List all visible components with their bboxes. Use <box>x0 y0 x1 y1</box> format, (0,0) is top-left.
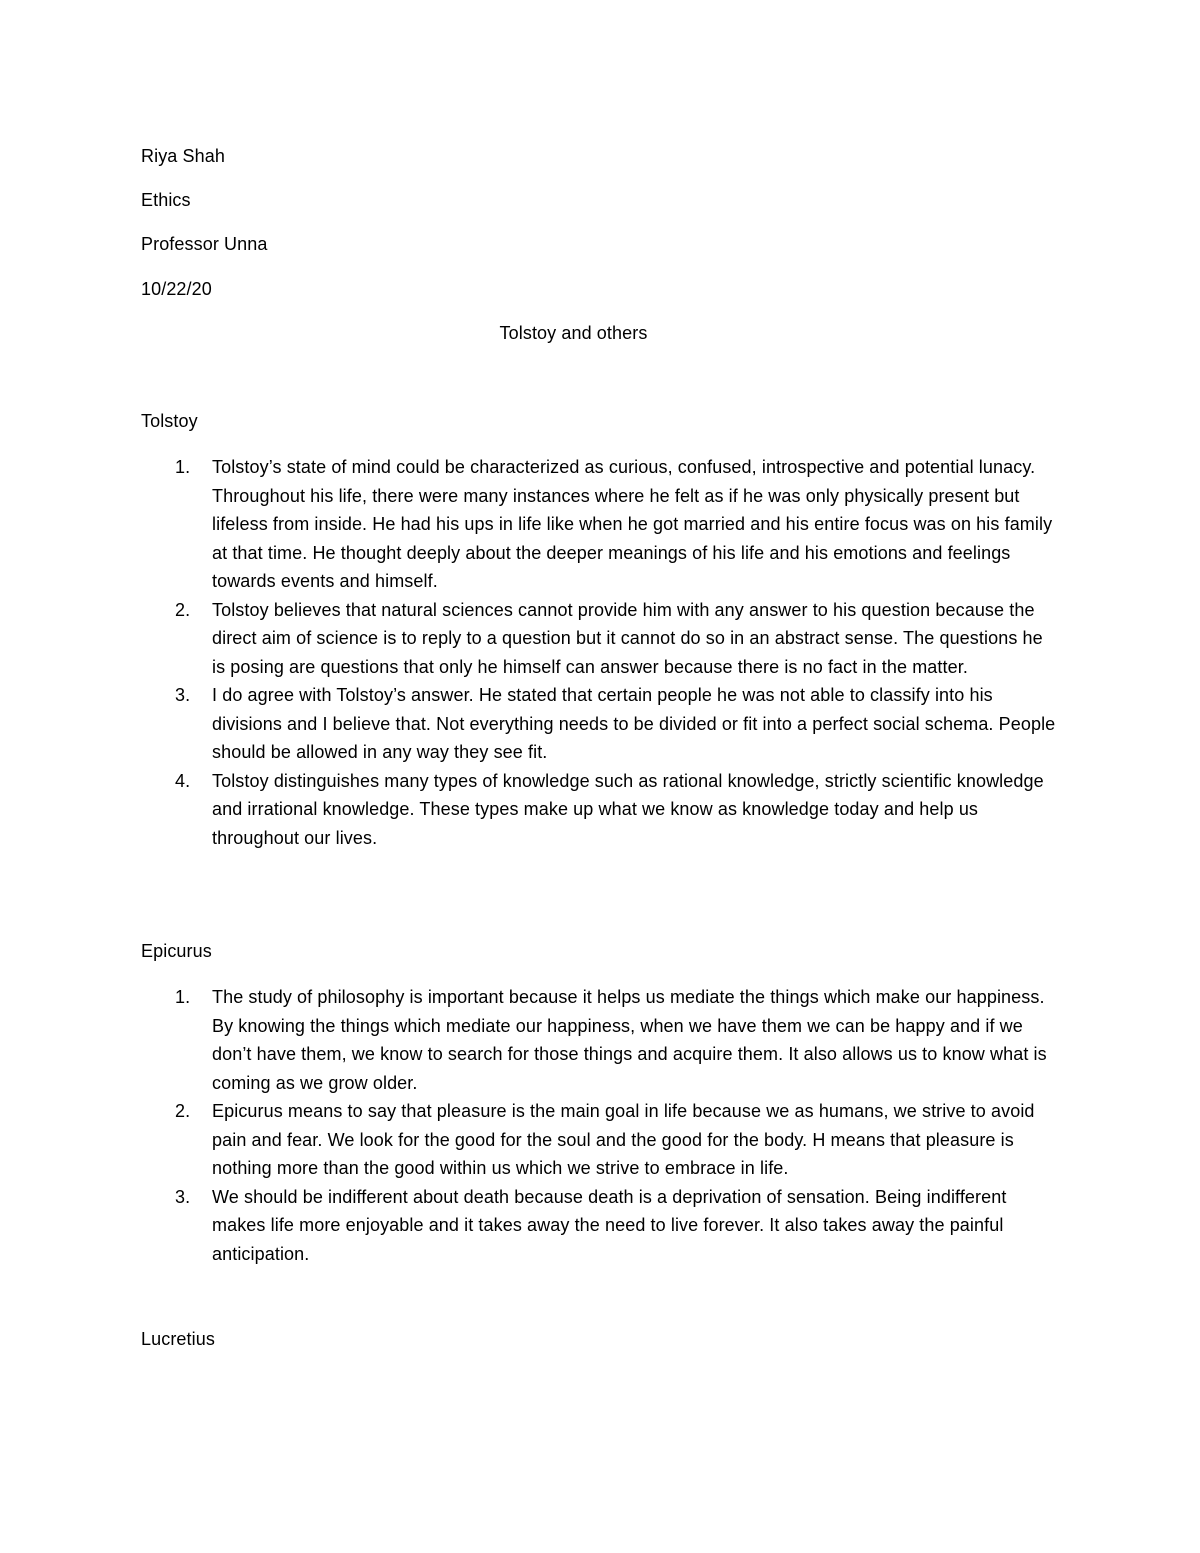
section-heading: Epicurus <box>141 941 212 961</box>
list-item <box>141 596 1061 682</box>
section-heading: Tolstoy <box>141 411 198 431</box>
section-heading: Lucretius <box>141 1329 215 1349</box>
item-number: 1. <box>175 457 191 477</box>
professor-name: Professor Unna <box>141 234 268 254</box>
item-number: 2. <box>175 599 191 620</box>
item-number: 3. <box>175 1186 191 1207</box>
item-number: 2. <box>175 1101 191 1121</box>
item-text: Epicurus means to say that pleasure is the main goal in life because we as humans, we strive to avoid pain and fear. We look for the good for the soul and the good for the body. H means that pleasure is nothing more than the good within us which we strive to embrace in life. <box>212 1101 1035 1178</box>
list-item <box>141 767 1061 853</box>
list-item <box>141 1097 1061 1183</box>
list-item <box>141 983 1061 1097</box>
item-text: I do agree with Tolstoy’s answer. He stated that certain people he was not able to classify into his divisions and I believe that. Not everything needs to be divided or fit into a perfect social schema. People should be allowed in any way they see fit. <box>212 685 1056 762</box>
item-number: 1. <box>175 987 191 1007</box>
item-text: The study of philosophy is important because it helps us mediate the things which make our happiness. By knowing the things which mediate our happiness, when we have them we can be happy and if we don’t have them, we know to search for those things and acquire them. It also allows us to know what is coming as we grow older. <box>212 987 1047 1093</box>
document-date: 10/22/20 <box>141 279 212 299</box>
answer-list <box>141 453 1061 852</box>
item-text: Tolstoy’s state of mind could be characterized as curious, confused, introspective and potential lunacy. Throughout his life, there were many instances where he felt as if he was only physically present but lifeless from inside. He had his ups in life like when he got married and his entire focus was on his family at that time. He thought deeply about the deeper meanings of his life and his emotions and feelings towards events and himself. <box>212 457 1053 591</box>
document-page <box>141 0 1061 1553</box>
document-title: Tolstoy and others <box>499 323 648 343</box>
section-tolstoy <box>141 409 1061 852</box>
list-item <box>141 453 1061 596</box>
section-epicurus <box>141 939 1061 1268</box>
list-item <box>141 681 1061 767</box>
item-text: We should be indifferent about death because death is a deprivation of sensation. Being indifferent makes life more enjoyable and it takes away the need to live forever. It also takes away the painful anticipation. <box>212 1186 1007 1264</box>
answer-list <box>141 983 1061 1268</box>
item-number: 3. <box>175 685 191 705</box>
author-name: Riya Shah <box>141 146 225 166</box>
item-number: 4. <box>175 770 191 791</box>
item-text: Tolstoy distinguishes many types of knowledge such as rational knowledge, strictly scientific knowledge and irrational knowledge. These types make up what we know as knowledge today and help us throughout our lives. <box>212 770 1044 848</box>
list-item <box>141 1183 1061 1269</box>
section-lucretius <box>141 1327 1061 1351</box>
course-name: Ethics <box>141 190 191 210</box>
item-text: Tolstoy believes that natural sciences cannot provide him with any answer to his question because the direct aim of science is to reply to a question but it cannot do so in an abstract sense. The questions he is posing are questions that only he himself can answer because there is no fact in the matter. <box>212 599 1043 677</box>
